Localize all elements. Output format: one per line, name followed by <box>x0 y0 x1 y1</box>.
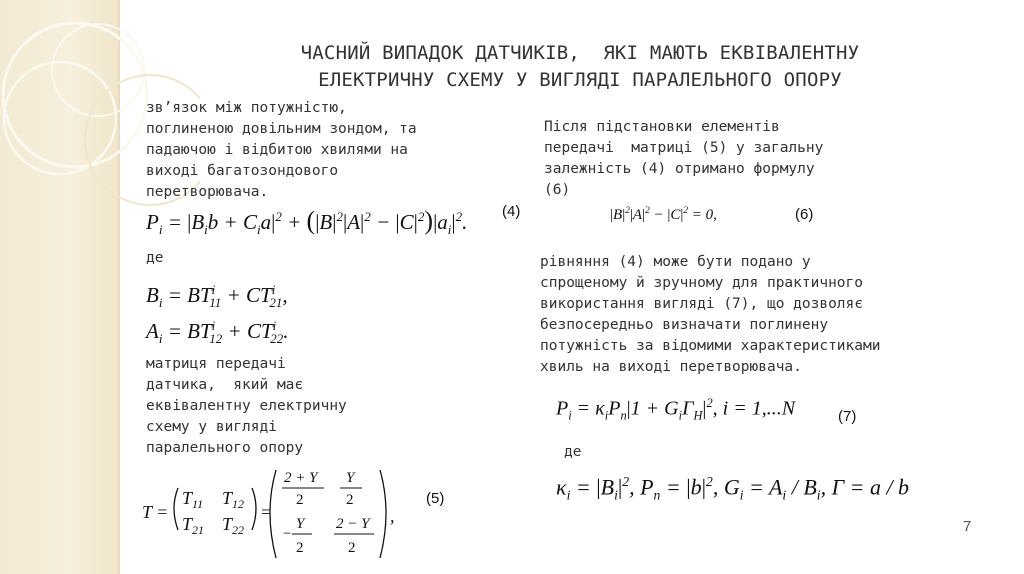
equation-6-number: (6) <box>795 206 814 223</box>
equation-bi: $B_i = BT^i_{11} + CT^i_{21}$, <box>146 282 288 311</box>
svg-text:2: 2 <box>346 492 354 508</box>
equation-5-number: (5) <box>426 490 445 507</box>
svg-text:T11: $T_{11}$ <box>182 488 204 511</box>
where-label-left: де <box>146 250 164 266</box>
svg-text:,: , <box>390 506 395 526</box>
equation-4: $P_i = |B_ib + C_ia|^2 + (|B|^2|A|^2 - |C|^2)|a_i|^2$. <box>146 206 468 238</box>
simplification-text: рівняння (4) може бути подано у спрощеному й зручному для практичного використання вигляді (7), що дозволяє безпосередньо визначати поглинену потужність за відомими характеристиками хвиль на виході перетворювача. <box>540 254 881 375</box>
equation-7: $P_i = \kappa_iP_n|1 + G_i\Gamma_Н|^2$, i = 1,...N <box>556 396 796 423</box>
svg-text:2: 2 <box>348 540 356 556</box>
svg-text:2: 2 <box>296 492 304 508</box>
equation-ai: $A_i = BT^i_{12} + CT^i_{22}$. <box>146 318 289 347</box>
equation-7-number: (7) <box>838 408 857 425</box>
intro-text: зв’язок між потужністю, поглиненою довільним зондом, та падаючою і відбитою хвилями на виході багатозондового перетворювача. <box>146 100 417 200</box>
svg-text:2 − Y: 2 − Y <box>336 516 370 532</box>
svg-text:−: − <box>282 526 293 542</box>
svg-text:T12: $T_{12}$ <box>222 488 245 511</box>
svg-text:Y: Y <box>296 516 305 532</box>
equation-4-number: (4) <box>502 203 521 220</box>
where-label-right: де <box>564 444 582 460</box>
equation-definitions: $\kappa_i = |B_i|^2$, $P_n = |b|^2$, $G_i = A_i / B_i$, Γ = a / b <box>556 474 910 503</box>
equation-5-matrix <box>140 466 410 566</box>
substitution-text: Після підстановки елементів передачі матриці (5) у загальну залежність (4) отримано формулу (6) <box>544 119 824 198</box>
svg-text:Y: Y <box>346 470 355 486</box>
slide-title: ЧАСНИЙ ВИПАДОК ДАТЧИКІВ, ЯКІ МАЮТЬ ЕКВІВАЛЕНТНУ ЕЛЕКТРИЧНУ СХЕМУ У ВИГЛЯДІ ПАРАЛЕЛЬНОГО ОПОРУ <box>300 42 860 91</box>
svg-text:T =: T = <box>142 502 169 522</box>
svg-text:2: 2 <box>296 540 304 556</box>
svg-text:=: = <box>260 502 273 522</box>
svg-text:2 + Y: 2 + Y <box>284 470 318 486</box>
svg-text:T21: $T_{21}$ <box>182 514 205 537</box>
matrix-description: матриця передачі датчика, який має еквівалентну електричну схему у вигляді паралельного опору <box>146 356 347 456</box>
equation-6: $|B|^2|A|^2 - |C|^2 = 0$, <box>610 206 717 223</box>
page-number: 7 <box>963 518 972 535</box>
svg-text:T22: $T_{22}$ <box>222 514 245 537</box>
